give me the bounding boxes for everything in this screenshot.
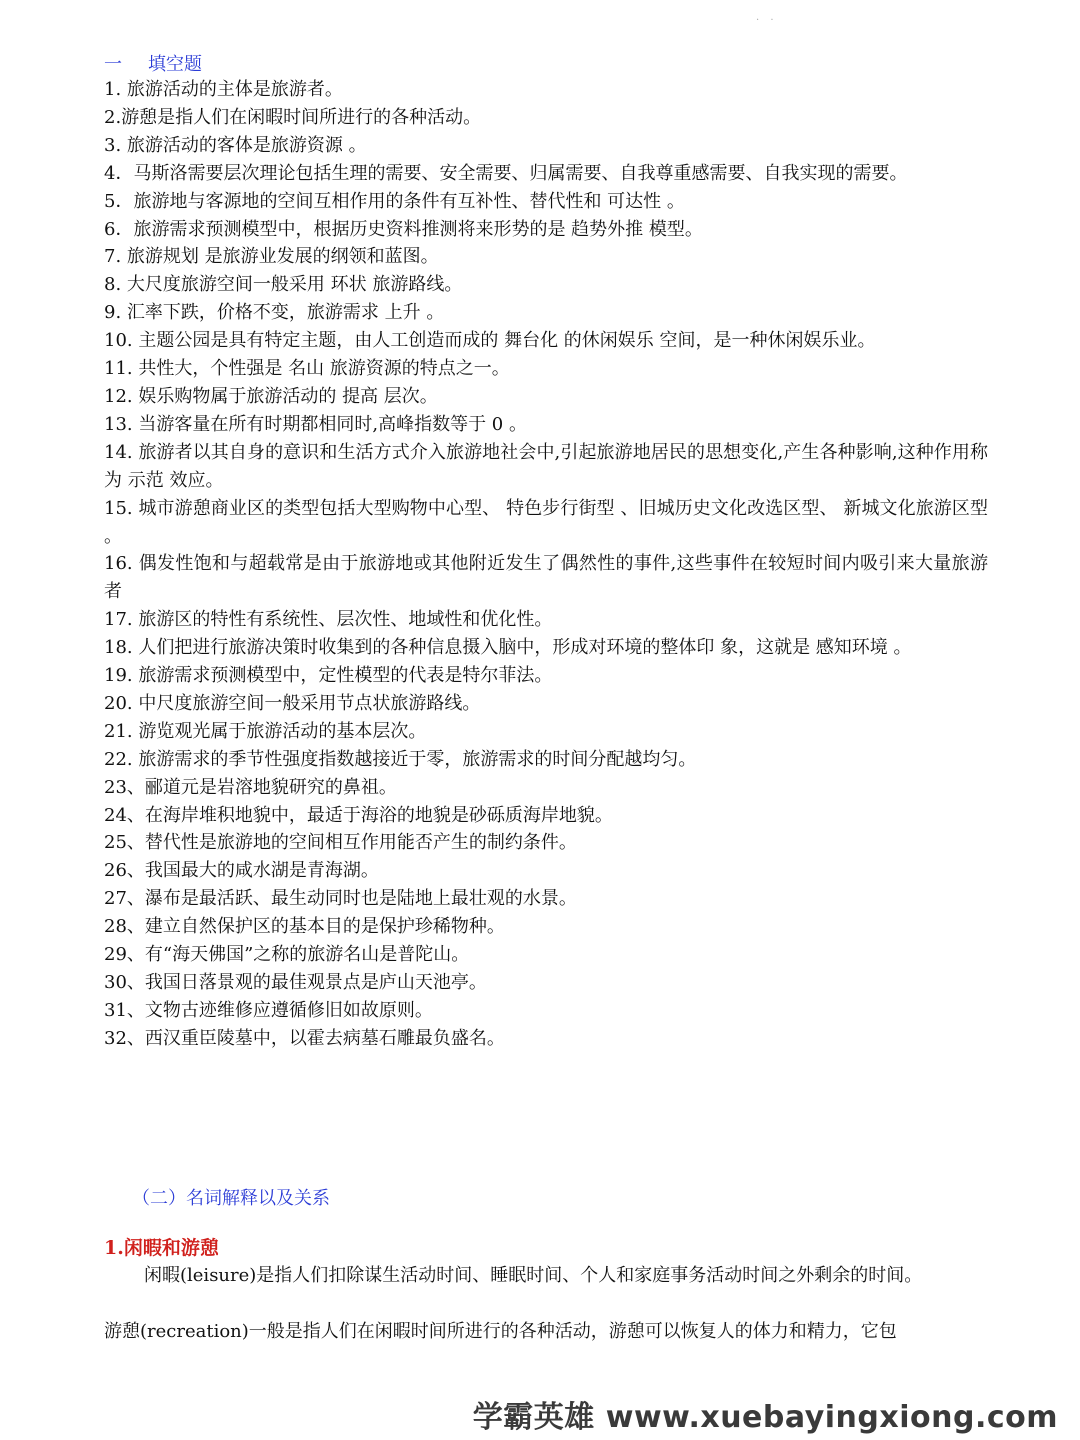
term-heading: 1.闲暇和游憩: [104, 1237, 219, 1259]
list-item: 16. 偶发性饱和与超载常是由于旅游地或其他附近发生了偶然性的事件,这些事件在较短时间内吸引来大量旅游者: [104, 553, 988, 603]
list-item: 2.游憩是指人们在闲暇时间所进行的各种活动。: [104, 106, 482, 128]
list-item: 31、文物古迹维修应遵循修旧如故原则。: [104, 999, 433, 1021]
section-heading-terms: （二）名词解释以及关系: [132, 1188, 330, 1209]
list-item: 11. 共性大，个性强是 名山 旅游资源的特点之一。: [104, 358, 510, 380]
list-item: 13. 当游客量在所有时期都相同时,高峰指数等于 0 。: [104, 413, 527, 435]
list-item: 26、我国最大的咸水湖是青海湖。: [104, 860, 379, 882]
list-item: 8. 大尺度旅游空间一般采用 环状 旅游路线。: [104, 274, 463, 296]
list-item: 12. 娱乐购物属于旅游活动的 提高 层次。: [104, 385, 438, 407]
list-item: 28、建立自然保护区的基本目的是保护珍稀物种。: [104, 916, 505, 938]
list-item: 3. 旅游活动的客体是旅游资源 。: [104, 134, 367, 156]
section-title: 填空题: [148, 54, 202, 75]
list-item: 25、替代性是旅游地的空间相互作用能否产生的制约条件。: [104, 832, 577, 854]
list-item: 22. 旅游需求的季节性强度指数越接近于零，旅游需求的时间分配越均匀。: [104, 748, 697, 770]
list-item: 10. 主题公园是具有特定主题，由人工创造而成的 舞台化 的休闲娱乐 空间，是一种休闲娱乐业。: [104, 330, 876, 352]
list-item: 6．旅游需求预测模型中，根据历史资料推测将来形势的是 趋势外推 模型。: [104, 218, 703, 240]
list-item: 15. 城市游憩商业区的类型包括大型购物中心型、 特色步行街型 、旧城历史文化改选区型、 新城文化旅游区型 。: [104, 497, 988, 547]
list-item: 5．旅游地与客源地的空间互相作用的条件有互补性、替代性和 可达性 。: [104, 190, 685, 212]
list-item: 27、瀑布是最活跃、最生动同时也是陆地上最壮观的水景。: [104, 888, 577, 910]
list-item: 18. 人们把进行旅游决策时收集到的各种信息摄入脑中，形成对环境的整体印 象，这就是 感知环境 。: [104, 637, 912, 659]
term-paragraph-leisure: 闲暇(leisure)是指人们扣除谋生活动时间、睡眠时间、个人和家庭事务活动时间之外剩余的时间。: [144, 1265, 923, 1286]
list-item: 32、西汉重臣陵墓中，以霍去病墓石雕最负盛名。: [104, 1027, 505, 1049]
list-item: 7. 旅游规划 是旅游业发展的纲领和蓝图。: [104, 246, 439, 268]
list-item: 17. 旅游区的特性有系统性、层次性、地域性和优化性。: [104, 609, 553, 631]
list-item: 30、我国日落景观的最佳观景点是庐山天池亭。: [104, 972, 487, 993]
list-item: 24、在海岸堆积地貌中，最适于海浴的地貌是砂砾质海岸地貌。: [104, 804, 613, 826]
list-item: 9. 汇率下跌，价格不变，旅游需求 上升 。: [104, 302, 445, 324]
list-item: 14. 旅游者以其自身的意识和生活方式介入旅游地社会中,引起旅游地居民的思想变化,产生各种影响,这种作用称为 示范 效应。: [104, 441, 988, 491]
list-item: 19. 旅游需求预测模型中，定性模型的代表是特尔菲法。: [104, 665, 553, 687]
list-item: 21. 游览观光属于旅游活动的基本层次。: [104, 720, 427, 742]
question-list: [104, 76, 988, 1053]
header-dots: . .: [756, 12, 778, 23]
section-number: 一: [104, 54, 122, 75]
list-item: 29、有“海天佛国”之称的旅游名山是普陀山。: [104, 944, 470, 966]
term-paragraph-recreation: 游憩(recreation)一般是指人们在闲暇时间所进行的各种活动，游憩可以恢复人的体力和精力，它包: [104, 1321, 897, 1342]
list-item: 1. 旅游活动的主体是旅游者。: [104, 79, 343, 100]
list-item: 4．马斯洛需要层次理论包括生理的需要、安全需要、归属需要、自我尊重感需要、自我实现的需要。: [104, 162, 908, 184]
list-item: 23、郦道元是岩溶地貌研究的鼻祖。: [104, 776, 397, 798]
section-heading-fill-in: [104, 50, 202, 76]
list-item: 20. 中尺度旅游空间一般采用节点状旅游路线。: [104, 692, 481, 714]
site-watermark: 学霸英雄 www.xuebayingxiong.com: [472, 1400, 1058, 1435]
